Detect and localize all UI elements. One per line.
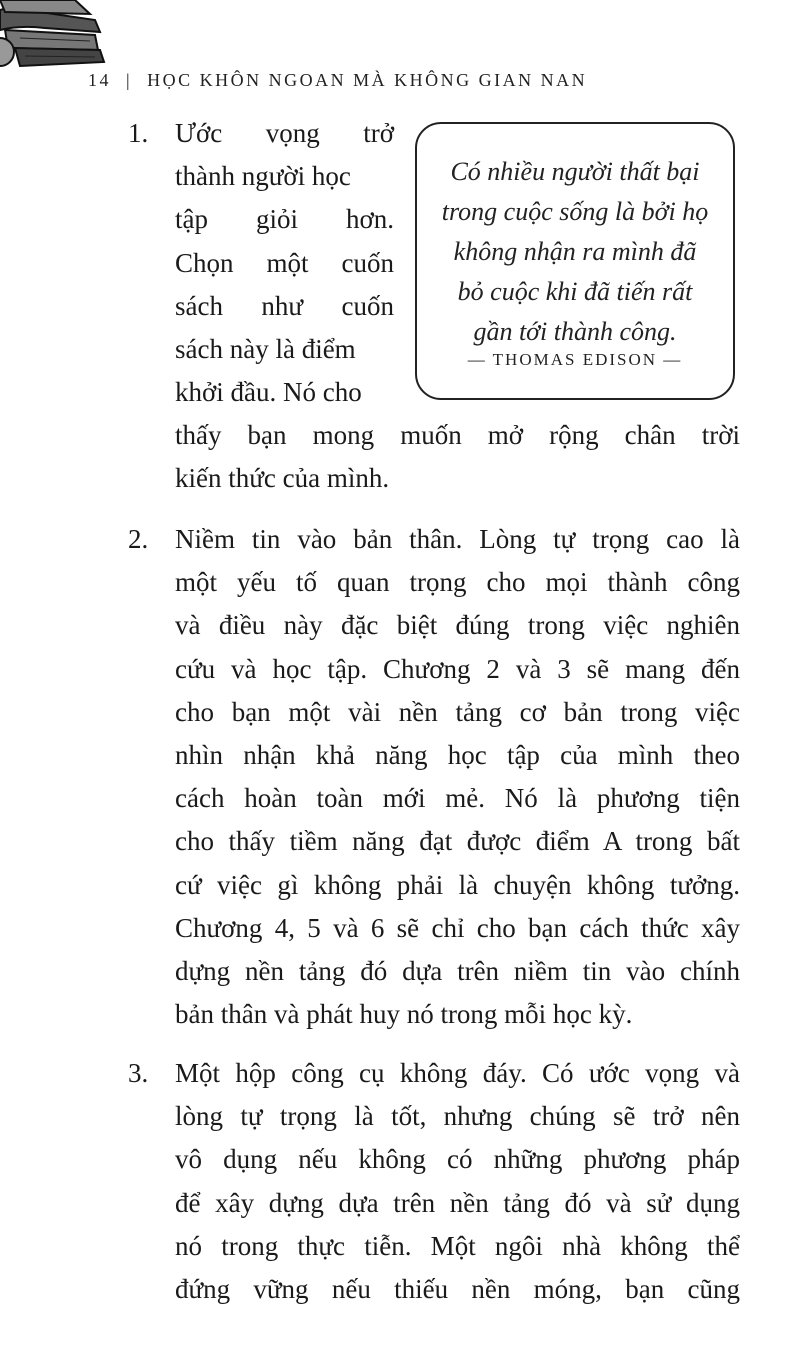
quote-box xyxy=(415,122,735,400)
item-line: Ước vọng trở xyxy=(175,118,394,148)
item-line: cứu và học tập. Chương 2 và 3 sẽ mang đến xyxy=(175,653,740,684)
item-line: sách như cuốn xyxy=(175,290,394,321)
quote-line: bỏ cuộc khi đã tiến rất xyxy=(457,277,693,306)
quote-line: gần tới thành công. xyxy=(473,317,677,346)
list-item xyxy=(175,112,394,414)
list-item xyxy=(175,1052,740,1311)
item-line: Chọn một cuốn xyxy=(175,247,394,278)
item-line: để xây dựng dựa trên nền tảng đó và sử dụng xyxy=(175,1187,740,1218)
item-line: thấy bạn mong muốn mở rộng chân trời xyxy=(175,420,740,450)
list-item-continuation xyxy=(175,414,740,500)
item-number: 3. xyxy=(128,1058,149,1088)
item-line: thành người học xyxy=(175,161,351,192)
item-line: vô dụng nếu không có những phương pháp xyxy=(175,1144,740,1175)
books-illustration xyxy=(0,0,110,75)
item-line: nhìn nhận khả năng học tập của mình theo xyxy=(175,740,740,771)
quote-line: không nhận ra mình đã xyxy=(453,237,697,266)
item-line: một yếu tố quan trọng cho mọi thành công xyxy=(175,567,740,598)
list-item xyxy=(175,518,740,1036)
item-line: Chương 4, 5 và 6 sẽ chỉ cho bạn cách thức xây xyxy=(175,912,740,943)
item-line: và điều này đặc biệt đúng trong việc nghiên xyxy=(175,610,740,641)
item-line: khởi đầu. Nó cho xyxy=(175,377,362,408)
item-number: 2. xyxy=(128,524,149,554)
quote-line: trong cuộc sống là bởi họ xyxy=(441,197,709,226)
item-line: nó trong thực tiễn. Một ngôi nhà không thể xyxy=(175,1230,740,1261)
item-line: Niềm tin vào bản thân. Lòng tự trọng cao là xyxy=(175,524,740,554)
item-line: bản thân và phát huy nó trong mỗi học kỳ. xyxy=(175,999,633,1030)
item-line: sách này là điểm xyxy=(175,334,356,365)
item-line: kiến thức của mình. xyxy=(175,463,390,494)
book-title: HỌC KHÔN NGOAN MÀ KHÔNG GIAN NAN xyxy=(147,70,588,90)
item-line: cho thấy tiềm năng đạt được điểm A trong bất xyxy=(175,826,740,857)
item-line: cho bạn một vài nền tảng cơ bản trong việc xyxy=(175,696,740,727)
item-line: Một hộp công cụ không đáy. Có ước vọng và xyxy=(175,1058,740,1088)
running-header xyxy=(88,70,587,91)
item-line: cứ việc gì không phải là chuyện không tưởng. xyxy=(175,869,740,900)
item-line: lòng tự trọng là tốt, nhưng chúng sẽ trở nên xyxy=(175,1101,740,1132)
item-line: dựng nền tảng đó dựa trên niềm tin vào chính xyxy=(175,956,740,987)
page-number: 14 xyxy=(88,70,111,90)
header-separator: | xyxy=(126,70,133,90)
quote-text xyxy=(417,152,733,352)
item-number: 1. xyxy=(128,118,149,148)
quote-line: Có nhiều người thất bại xyxy=(450,157,700,186)
quote-author: — THOMAS EDISON — xyxy=(467,350,683,369)
item-line: tập giỏi hơn. xyxy=(175,204,394,235)
item-line: đứng vững nếu thiếu nền móng, bạn cũng xyxy=(175,1274,740,1305)
item-line: cách hoàn toàn mới mẻ. Nó là phương tiện xyxy=(175,783,740,814)
